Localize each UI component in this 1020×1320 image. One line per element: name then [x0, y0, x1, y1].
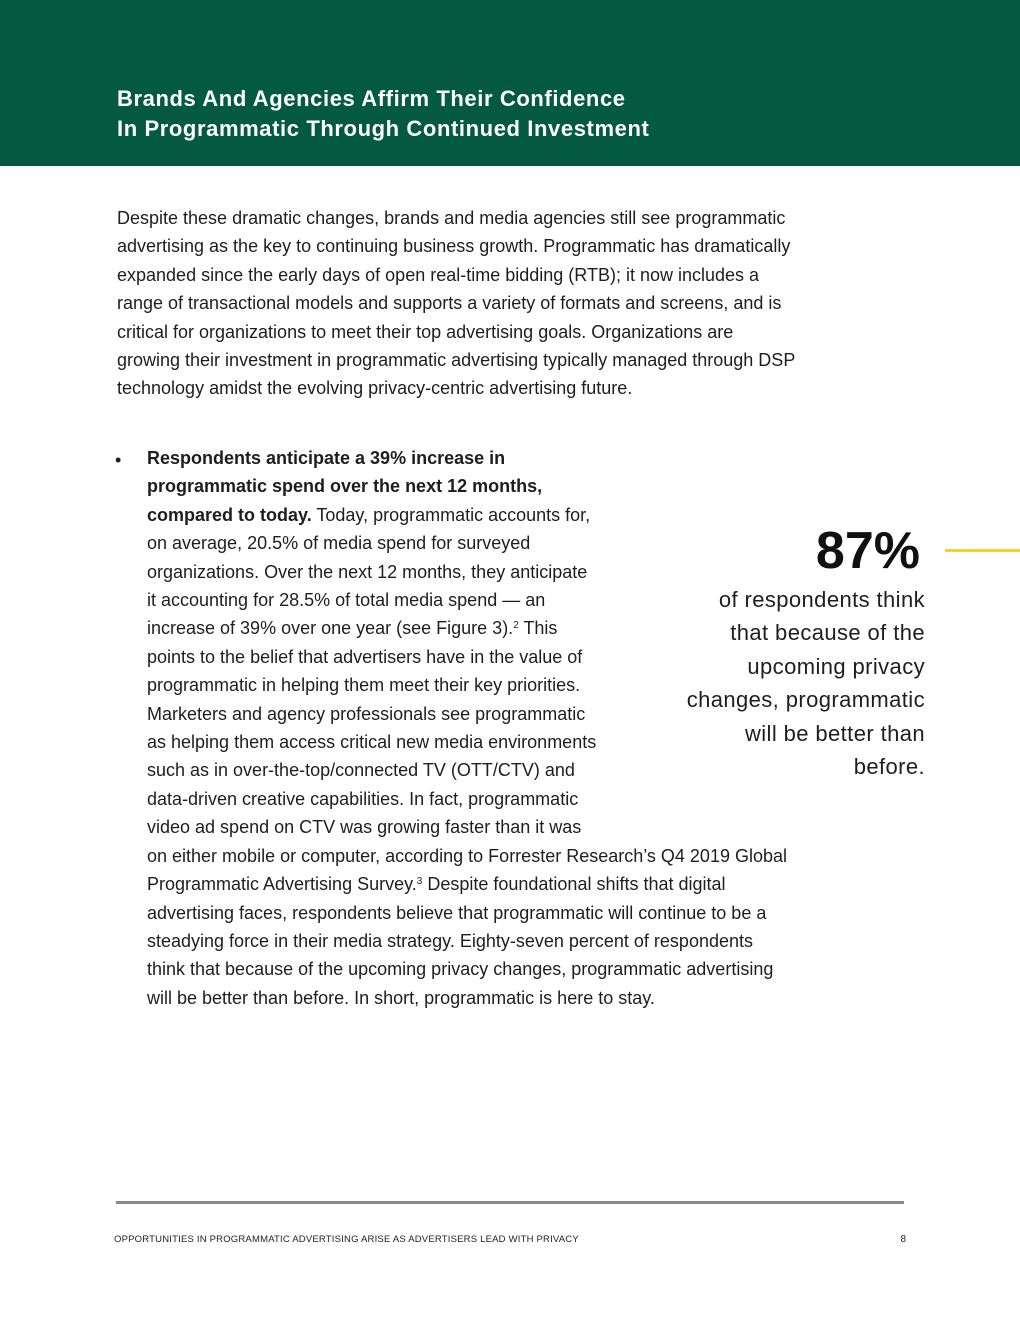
callout-stat-caption: of respondents think that because of the upcoming privacy changes, programmatic will be better than before.: [686, 587, 925, 780]
bullet-marker: •: [115, 450, 122, 470]
page-number: 8: [900, 1234, 906, 1245]
footnote-ref-3: 3: [416, 876, 423, 888]
bullet-text-part-1: Today, programmatic accounts for, on average, 20.5% of media spend for surveyed organizations. Over the next 12 months, they anticipate it accounting for 28.5% of total media spend — an increase of 39% over one year (see Figure 3).: [147, 504, 591, 639]
bullet-bold-lead: Respondents anticipate a 39% increase in programmatic spend over the next 12 months, compared to today.: [147, 448, 543, 525]
bullet-text-part-3: Despite foundational shifts that digital advertising faces, respondents believe that programmatic will continue to be a steadying force in their media strategy. Eighty-seven percent of respondents think that because of the upcoming privacy changes, programmatic advertising will be better than before. In short, programmatic is here to stay.: [147, 874, 774, 1008]
callout-accent-rule: [945, 549, 1020, 552]
intro-paragraph: Despite these dramatic changes, brands and media agencies still see programmatic advertising as the key to continuing business growth. Programmatic has dramatically expanded since the early days of open real-time bidding (RTB); it now includes a range of transactional models and supports a variety of formats and screens, and is critical for organizations to meet their top advertising goals. Organizations are growing their investment in programmatic advertising typically managed through DSP technology amidst the evolving privacy-centric advertising future.: [117, 208, 795, 399]
bullet-text-part-2: This points to the belief that advertisers have in the value of programmatic in helping them meet their key priorities. Marketers and agency professionals see programmatic as helping them access critical new media environments such as in over-the-top/connected TV (OTT/CTV) and data-driven creative capabilities. In fact, programmatic video ad spend on CTV was growing faster than it was on either mobile or computer, according to Forrester Research’s Q4 2019 Global Programmatic Advertising Survey.: [147, 618, 787, 895]
header-banner: [0, 0, 1020, 166]
footer-divider: [116, 1201, 904, 1204]
page-title: [117, 84, 817, 144]
footer-running-title: OPPORTUNITIES IN PROGRAMMATIC ADVERTISING ARISE AS ADVERTISERS LEAD WITH PRIVACY: [114, 1234, 579, 1245]
footnote-ref-2: 2: [513, 620, 519, 632]
callout-stat-number: 87%: [815, 522, 920, 580]
page-title-line-1: Brands And Agencies Affirm Their Confidence: [117, 86, 626, 111]
page-title-line-2: In Programmatic Through Continued Investment: [117, 116, 650, 141]
